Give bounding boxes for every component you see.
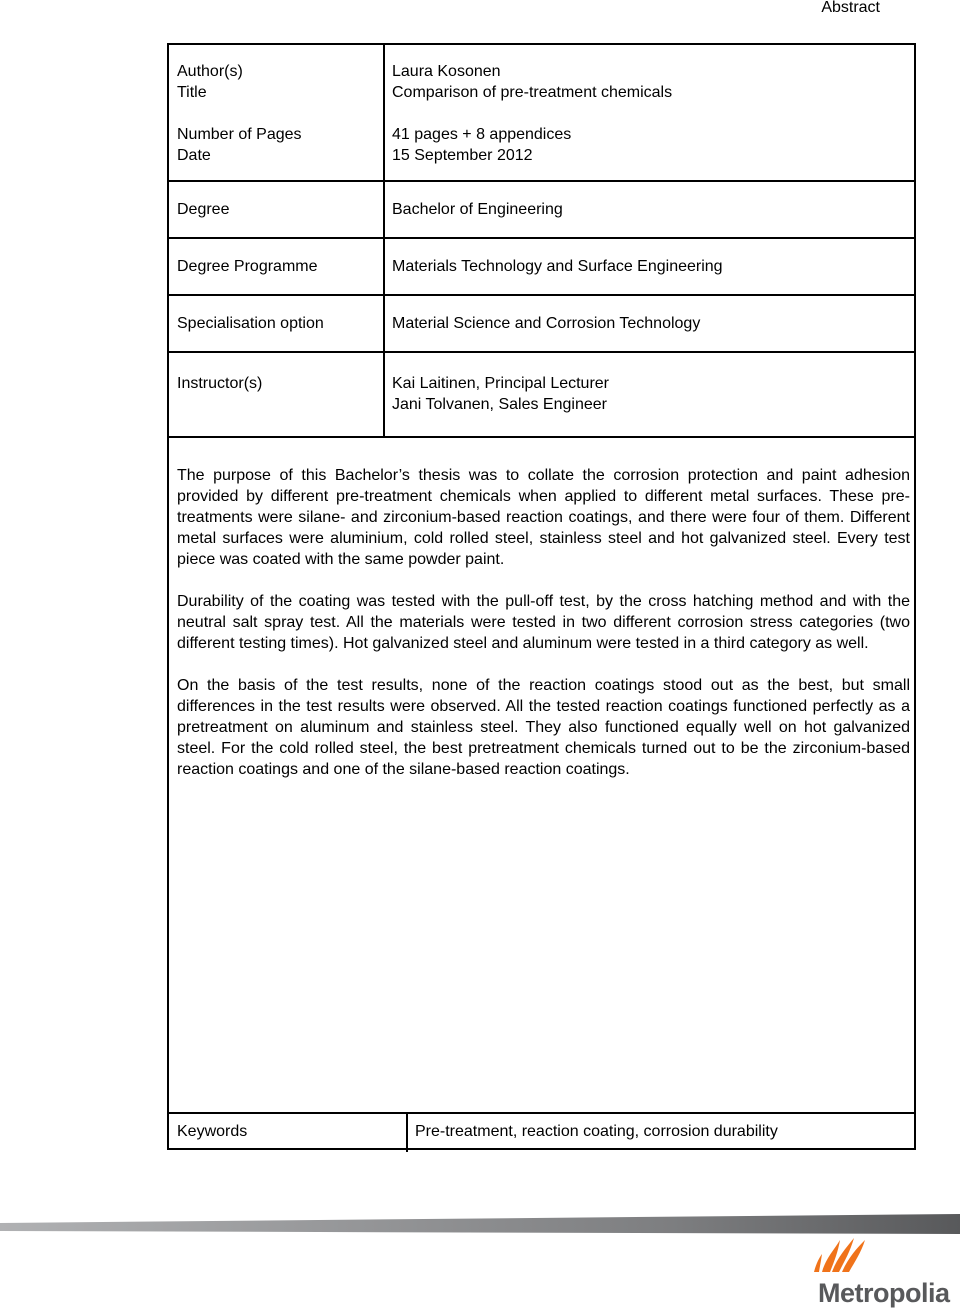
keywords-value: Pre-treatment, reaction coating, corrosion durability: [415, 1123, 778, 1140]
keywords-row: [169, 1112, 914, 1150]
specialisation-value: Material Science and Corrosion Technology: [392, 315, 701, 332]
author-value: Laura Kosonen: [392, 63, 501, 80]
pages-value: 41 pages + 8 appendices: [392, 126, 572, 143]
info-row-degree: [169, 182, 914, 239]
abstract-paragraph-2: Durability of the coating was tested with the pull-off test, by the cross hatching method and with the neutral salt spray test. All the materials were tested in two different corrosion stress categories (two different testing times). Hot galvanized steel and aluminum were tested in a third category as well.: [177, 593, 910, 652]
keywords-divider: [406, 1114, 408, 1152]
programme-label: Degree Programme: [177, 258, 318, 275]
metropolia-logo-text: Metropolia: [818, 1278, 950, 1308]
abstract-body: [177, 465, 910, 801]
degree-value: Bachelor of Engineering: [392, 201, 563, 218]
abstract-paragraph-3: On the basis of the test results, none of the reaction coatings stood out as the best, but small differences in the test results were observed. All the tested reaction coatings functioned perfectly as a pretreatment on aluminum and stainless steel. They also functioned equally well on hot galvanized steel. For the cold rolled steel, the best pretreatment chemicals turned out to be the zirconium-based reaction coatings and one of the silane-based reaction coatings.: [177, 677, 910, 778]
abstract-form: [167, 43, 916, 1150]
date-label: Date: [177, 147, 211, 164]
degree-label: Degree: [177, 201, 230, 218]
title-label: Title: [177, 84, 207, 101]
instructor-1: Kai Laitinen, Principal Lecturer: [392, 375, 610, 392]
specialisation-label: Specialisation option: [177, 315, 324, 332]
page-header-label: Abstract: [821, 0, 880, 16]
info-row-instructors: [169, 353, 914, 438]
programme-value: Materials Technology and Surface Engineering: [392, 258, 723, 275]
instructors-label: Instructor(s): [177, 375, 263, 392]
title-value: Comparison of pre-treatment chemicals: [392, 84, 673, 101]
keywords-label: Keywords: [177, 1123, 248, 1140]
author-label: Author(s): [177, 63, 243, 80]
pages-label: Number of Pages: [177, 126, 302, 143]
abstract-paragraph-1: The purpose of this Bachelor’s thesis was to collate the corrosion protection and paint adhesion provided by different pre-treatment chemicals when applied to different metal surfaces. These pre-treatments were silane- and zirconium-based reaction coatings, and there were four of them. Different metal surfaces were aluminium, cold rolled steel, stainless steel and hot galvanized steel. Every test piece was coated with the same powder paint.: [177, 467, 910, 568]
date-value: 15 September 2012: [392, 147, 533, 164]
instructor-2: Jani Tolvanen, Sales Engineer: [392, 396, 607, 413]
info-row-specialisation: [169, 296, 914, 353]
info-row-programme: [169, 239, 914, 296]
footer-stripe: [0, 1214, 960, 1234]
info-row-author: [169, 45, 914, 182]
